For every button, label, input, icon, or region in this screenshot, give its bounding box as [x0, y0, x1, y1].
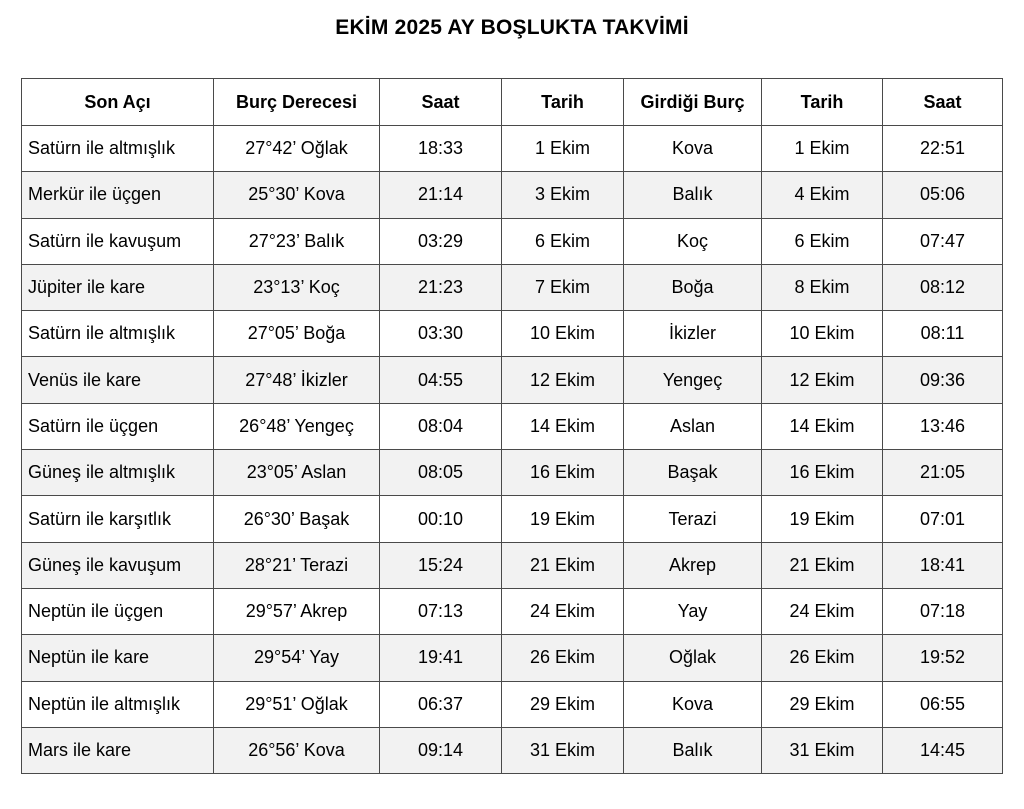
- entry-time-cell: 07:01: [883, 496, 1003, 542]
- time-cell: 00:10: [380, 496, 502, 542]
- table-row: [22, 311, 1003, 357]
- header-saat-2: Saat: [883, 79, 1003, 126]
- page-title: EKİM 2025 AY BOŞLUKTA TAKVİMİ: [335, 16, 689, 39]
- entered-sign-cell: Yay: [624, 588, 762, 634]
- time-cell: 19:41: [380, 635, 502, 681]
- entry-time-cell: 07:47: [883, 218, 1003, 264]
- date-cell: 26 Ekim: [502, 635, 624, 681]
- date-cell: 10 Ekim: [502, 311, 624, 357]
- table-body: [22, 126, 1003, 774]
- last-aspect-cell: Satürn ile kavuşum: [22, 218, 214, 264]
- entry-time-cell: 19:52: [883, 635, 1003, 681]
- date-cell: 24 Ekim: [502, 588, 624, 634]
- entry-date-cell: 16 Ekim: [762, 450, 883, 496]
- entry-time-cell: 22:51: [883, 126, 1003, 172]
- table-row: [22, 218, 1003, 264]
- time-cell: 03:29: [380, 218, 502, 264]
- last-aspect-cell: Satürn ile karşıtlık: [22, 496, 214, 542]
- entered-sign-cell: Koç: [624, 218, 762, 264]
- date-cell: 14 Ekim: [502, 403, 624, 449]
- last-aspect-cell: Güneş ile kavuşum: [22, 542, 214, 588]
- sign-degree-cell: 26°56’ Kova: [214, 727, 380, 773]
- table-row: [22, 172, 1003, 218]
- entered-sign-cell: Boğa: [624, 264, 762, 310]
- entry-date-cell: 31 Ekim: [762, 727, 883, 773]
- entered-sign-cell: Başak: [624, 450, 762, 496]
- entered-sign-cell: İkizler: [624, 311, 762, 357]
- sign-degree-cell: 27°05’ Boğa: [214, 311, 380, 357]
- sign-degree-cell: 27°23’ Balık: [214, 218, 380, 264]
- entry-date-cell: 19 Ekim: [762, 496, 883, 542]
- table-row: [22, 450, 1003, 496]
- sign-degree-cell: 23°13’ Koç: [214, 264, 380, 310]
- entry-time-cell: 21:05: [883, 450, 1003, 496]
- entry-date-cell: 29 Ekim: [762, 681, 883, 727]
- entered-sign-cell: Kova: [624, 126, 762, 172]
- last-aspect-cell: Venüs ile kare: [22, 357, 214, 403]
- date-cell: 3 Ekim: [502, 172, 624, 218]
- entry-time-cell: 13:46: [883, 403, 1003, 449]
- time-cell: 09:14: [380, 727, 502, 773]
- time-cell: 06:37: [380, 681, 502, 727]
- date-cell: 21 Ekim: [502, 542, 624, 588]
- header-tarih-2: Tarih: [762, 79, 883, 126]
- entry-time-cell: 08:11: [883, 311, 1003, 357]
- header-girdigi-burc: Girdiği Burç: [624, 79, 762, 126]
- last-aspect-cell: Neptün ile kare: [22, 635, 214, 681]
- header-saat: Saat: [380, 79, 502, 126]
- time-cell: 08:04: [380, 403, 502, 449]
- sign-degree-cell: 29°57’ Akrep: [214, 588, 380, 634]
- table-row: [22, 264, 1003, 310]
- entry-time-cell: 08:12: [883, 264, 1003, 310]
- last-aspect-cell: Merkür ile üçgen: [22, 172, 214, 218]
- sign-degree-cell: 26°48’ Yengeç: [214, 403, 380, 449]
- table-row: [22, 357, 1003, 403]
- entry-time-cell: 14:45: [883, 727, 1003, 773]
- entry-time-cell: 09:36: [883, 357, 1003, 403]
- last-aspect-cell: Mars ile kare: [22, 727, 214, 773]
- entry-date-cell: 8 Ekim: [762, 264, 883, 310]
- sign-degree-cell: 29°54’ Yay: [214, 635, 380, 681]
- table-row: [22, 126, 1003, 172]
- date-cell: 6 Ekim: [502, 218, 624, 264]
- header-tarih: Tarih: [502, 79, 624, 126]
- time-cell: 04:55: [380, 357, 502, 403]
- entered-sign-cell: Oğlak: [624, 635, 762, 681]
- time-cell: 21:23: [380, 264, 502, 310]
- time-cell: 21:14: [380, 172, 502, 218]
- entry-time-cell: 07:18: [883, 588, 1003, 634]
- date-cell: 12 Ekim: [502, 357, 624, 403]
- sign-degree-cell: 26°30’ Başak: [214, 496, 380, 542]
- table-row: [22, 588, 1003, 634]
- sign-degree-cell: 23°05’ Aslan: [214, 450, 380, 496]
- entered-sign-cell: Aslan: [624, 403, 762, 449]
- sign-degree-cell: 29°51’ Oğlak: [214, 681, 380, 727]
- entered-sign-cell: Akrep: [624, 542, 762, 588]
- date-cell: 1 Ekim: [502, 126, 624, 172]
- entry-date-cell: 14 Ekim: [762, 403, 883, 449]
- sign-degree-cell: 27°48’ İkizler: [214, 357, 380, 403]
- entered-sign-cell: Kova: [624, 681, 762, 727]
- table-row: [22, 727, 1003, 773]
- last-aspect-cell: Satürn ile altmışlık: [22, 311, 214, 357]
- entry-date-cell: 10 Ekim: [762, 311, 883, 357]
- sign-degree-cell: 27°42’ Oğlak: [214, 126, 380, 172]
- last-aspect-cell: Satürn ile altmışlık: [22, 126, 214, 172]
- time-cell: 03:30: [380, 311, 502, 357]
- last-aspect-cell: Neptün ile altmışlık: [22, 681, 214, 727]
- entry-date-cell: 21 Ekim: [762, 542, 883, 588]
- time-cell: 08:05: [380, 450, 502, 496]
- last-aspect-cell: Satürn ile üçgen: [22, 403, 214, 449]
- entry-date-cell: 24 Ekim: [762, 588, 883, 634]
- date-cell: 19 Ekim: [502, 496, 624, 542]
- entry-date-cell: 4 Ekim: [762, 172, 883, 218]
- table-row: [22, 403, 1003, 449]
- entry-time-cell: 05:06: [883, 172, 1003, 218]
- last-aspect-cell: Jüpiter ile kare: [22, 264, 214, 310]
- time-cell: 18:33: [380, 126, 502, 172]
- date-cell: 29 Ekim: [502, 681, 624, 727]
- time-cell: 15:24: [380, 542, 502, 588]
- last-aspect-cell: Neptün ile üçgen: [22, 588, 214, 634]
- sign-degree-cell: 25°30’ Kova: [214, 172, 380, 218]
- table-row: [22, 496, 1003, 542]
- table-row: [22, 542, 1003, 588]
- entry-time-cell: 18:41: [883, 542, 1003, 588]
- date-cell: 31 Ekim: [502, 727, 624, 773]
- time-cell: 07:13: [380, 588, 502, 634]
- last-aspect-cell: Güneş ile altmışlık: [22, 450, 214, 496]
- entry-time-cell: 06:55: [883, 681, 1003, 727]
- table-row: [22, 681, 1003, 727]
- header-burc-derecesi: Burç Derecesi: [214, 79, 380, 126]
- entry-date-cell: 6 Ekim: [762, 218, 883, 264]
- sign-degree-cell: 28°21’ Terazi: [214, 542, 380, 588]
- entered-sign-cell: Balık: [624, 172, 762, 218]
- date-cell: 7 Ekim: [502, 264, 624, 310]
- table-row: [22, 635, 1003, 681]
- table-header-row: [22, 79, 1003, 126]
- entry-date-cell: 12 Ekim: [762, 357, 883, 403]
- entered-sign-cell: Balık: [624, 727, 762, 773]
- void-of-course-table: [21, 78, 1003, 774]
- entry-date-cell: 26 Ekim: [762, 635, 883, 681]
- date-cell: 16 Ekim: [502, 450, 624, 496]
- entered-sign-cell: Terazi: [624, 496, 762, 542]
- header-son-aci: Son Açı: [22, 79, 214, 126]
- entered-sign-cell: Yengeç: [624, 357, 762, 403]
- entry-date-cell: 1 Ekim: [762, 126, 883, 172]
